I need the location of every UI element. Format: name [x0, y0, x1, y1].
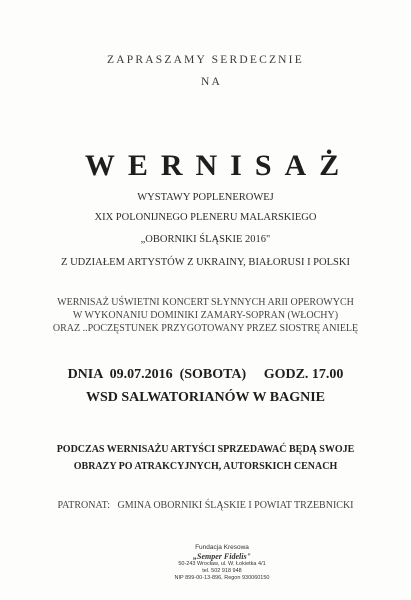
- invite-line-1: ZAPRASZAMY SERDECZNIE: [107, 54, 304, 66]
- event-date-time: DNIA 09.07.2016 (SOBOTA) GODZ. 17.00: [67, 367, 344, 382]
- invite-line-2: NA: [200, 76, 222, 88]
- exhibition-line-4: Z UDZIAŁEM ARTYSTÓW Z UKRAINY, BIAŁORUSI I POLSKI: [61, 257, 350, 268]
- exhibition-line-1: WYSTAWY POPLENEROWEJ: [137, 192, 274, 203]
- program-line-3: ORAZ ..POCZĘSTUNEK PRZYGOTOWANY PRZEZ SIOSTRĘ ANIELĘ: [52, 323, 359, 334]
- program-line-1: WERNISAŻ UŚWIETNI KONCERT SŁYNNYCH ARII OPEROWYCH: [57, 297, 354, 308]
- stamp-line-3: 50-243 Wrocław, ul. W. Łokietka 4/1: [178, 561, 266, 567]
- foundation-stamp: [162, 544, 282, 582]
- exhibition-line-3: „OBORNIKI ŚLĄSKIE 2016": [140, 234, 271, 245]
- page-title: WERNISAŻ: [84, 149, 353, 182]
- event-venue: WSD SALWATORIANÓW W BAGNIE: [86, 390, 325, 405]
- sale-line-2: OBRAZY PO ATRAKCYJNYCH, AUTORSKICH CENACH: [73, 461, 338, 472]
- stamp-line-1: Fundacja Kresowa: [195, 544, 249, 551]
- stamp-line-2: „Semper Fidelis": [193, 552, 251, 561]
- sale-line-1: PODCZAS WERNISAŻU ARTYŚCI SPRZEDAWAĆ BĘDĄ SWOJE: [56, 444, 355, 455]
- patronage-line: PATRONAT: GMINA OBORNIKI ŚLĄSKIE I POWIAT TRZEBNICKI: [57, 500, 354, 511]
- stamp-line-4: tel. 502 918 948: [202, 568, 242, 574]
- exhibition-line-2: XIX POLONIJNEGO PLENERU MALARSKIEGO: [94, 212, 317, 223]
- stamp-line-5: NIP 899-00-13-896, Regon 930060150: [174, 575, 270, 581]
- program-line-2: W WYKONANIU DOMINIKI ZAMARY-SOPRAN (WŁOCHY): [72, 310, 339, 321]
